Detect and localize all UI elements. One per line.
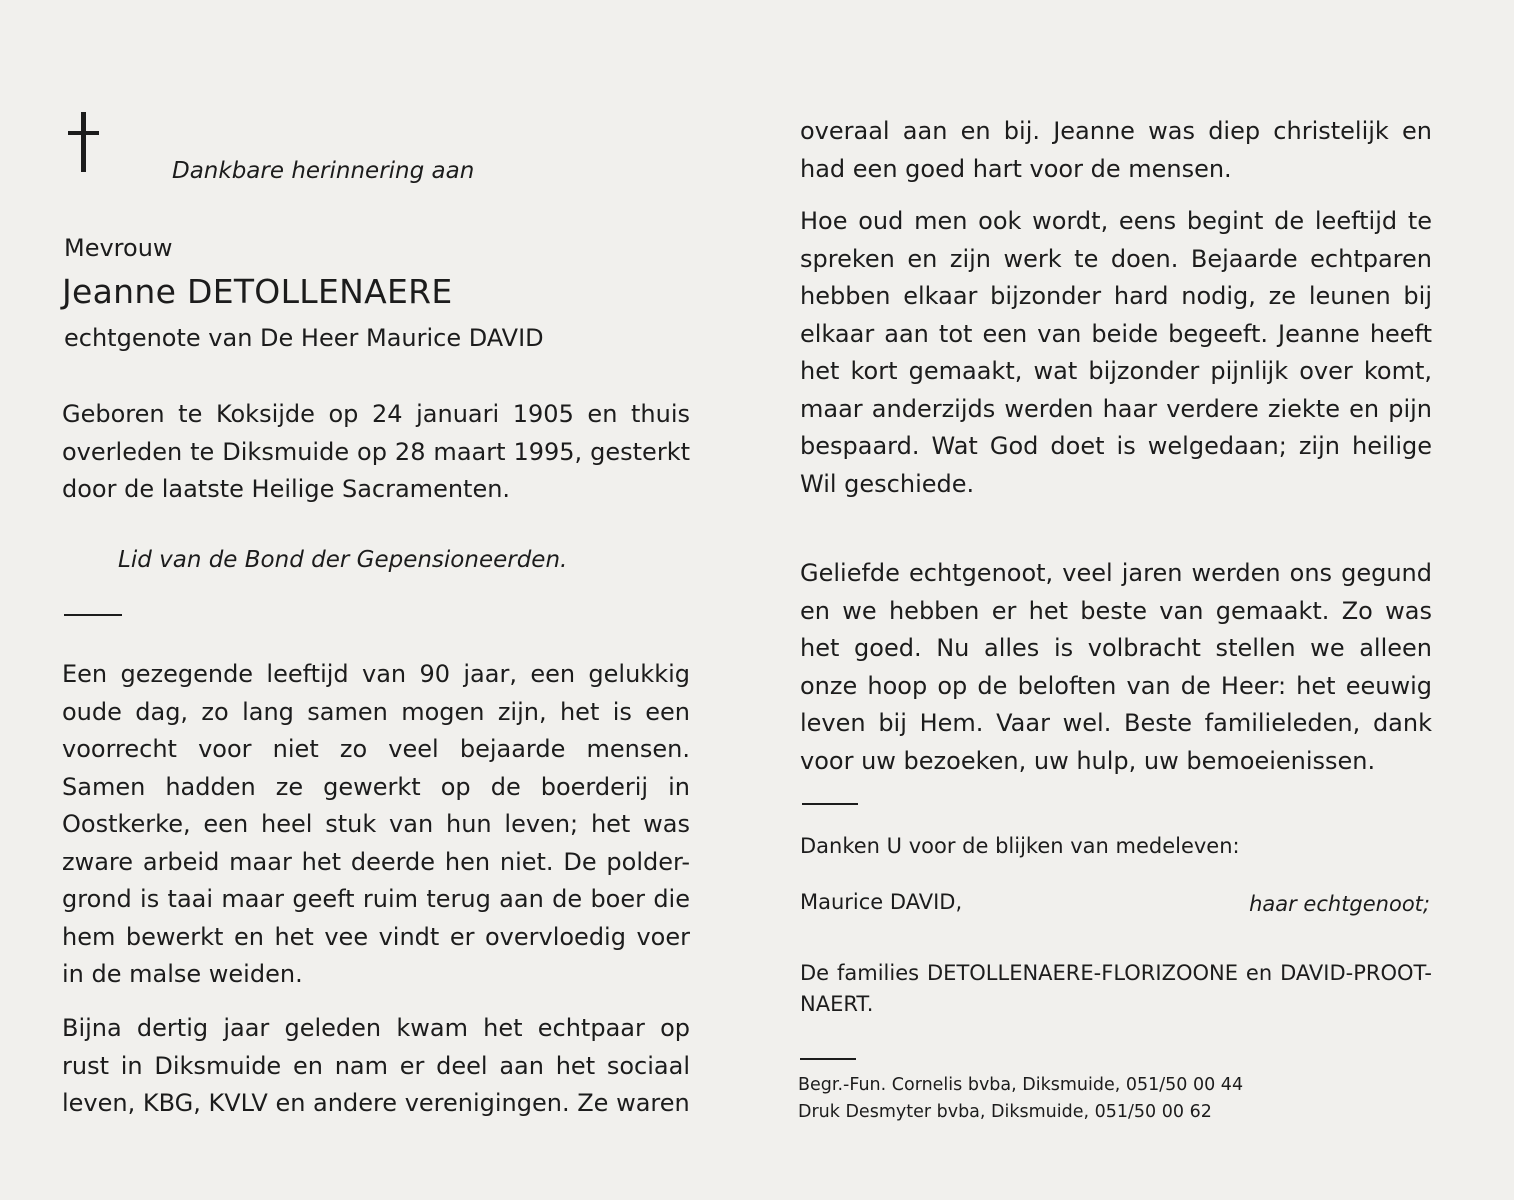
thanks-line: Danken U voor de blijken van medeleven:: [800, 834, 1240, 858]
printer-line: Druk Desmyter bvba, Diksmuide, 051/50 00 62: [798, 1102, 1212, 1122]
bio-paragraph-5: Geliefde echtgenoot, veel jaren werden ons gegund en we hebben er het beste van gemaakt. Zo was het goed. Nu alles is volbracht stellen we alleen onze hoop op de beloften van de Heer: het eeuwig leven bij Hem. Vaar wel. Beste familieleden, dank voor uw bezoeken, uw hulp, uw bemoeienissen.: [800, 559, 1432, 775]
bio-paragraph-3: overaal aan en bij. Jeanne was diep christelijk en had een goed hart voor de mensen.: [800, 117, 1432, 183]
bio-paragraph-2: Bijna dertig jaar geleden kwam het echtpaar op rust in Diksmuide en nam er deel aan het sociaal leven, KBG, KVLV en andere verenigingen. Ze waren: [62, 1014, 690, 1117]
bio-paragraph-1: Een gezegende leeftijd van 90 jaar, een gelukkig oude dag, zo lang samen mogen zijn, het is een voorrecht voor niet zo veel bejaarde mensen. Samen hadden ze gewerkt op de boerderij in Oostkerke, een heel stuk van hun leven; het was zware arbeid maar het deerde hen niet. De polder-grond is taai maar geeft ruim terug aan de boer die hem bewerkt en het vee vindt er overvloedig voer in de malse weiden.: [62, 660, 690, 988]
funeral-director-line: Begr.-Fun. Cornelis bvba, Diksmuide, 051/50 00 44: [798, 1075, 1244, 1095]
families-line: De families DETOLLENAERE-FLORIZOONE en DAVID-PROOT-NAERT.: [800, 961, 1432, 1016]
cross-icon: [64, 112, 104, 174]
intro-text: Dankbare herinnering aan: [172, 158, 475, 184]
membership-line: Lid van de Bond der Gepensioneerden.: [118, 547, 568, 573]
signer-role: haar echtgenoot;: [1249, 892, 1430, 916]
deceased-name: Jeanne DETOLLENAERE: [62, 272, 453, 311]
birth-death-paragraph: Geboren te Koksijde op 24 januari 1905 en thuis overleden te Diksmuide op 28 maart 1995, gesterkt door de laatste Heilige Sacramenten.: [62, 400, 690, 503]
divider: [64, 614, 122, 616]
divider: [802, 803, 858, 805]
bio-paragraph-4: Hoe oud men ook wordt, eens begint de leeftijd te spreken en zijn werk te doen. Bejaarde echtparen hebben elkaar bijzonder hard nodig, ze leunen bij elkaar aan tot een van beide begeeft. Jeanne heeft het kort gemaakt, wat bijzonder pijnlijk over komt, maar anderzijds werden haar verdere ziekte en pijn bespaard. Wat God doet is welgedaan; zijn heilige Wil geschiede.: [800, 207, 1432, 498]
salutation: Mevrouw: [64, 234, 173, 262]
signer-name: Maurice DAVID,: [800, 890, 963, 914]
footer: [798, 1072, 1243, 1126]
spouse-line: echtgenote van De Heer Maurice DAVID: [64, 324, 544, 352]
divider: [800, 1058, 856, 1060]
